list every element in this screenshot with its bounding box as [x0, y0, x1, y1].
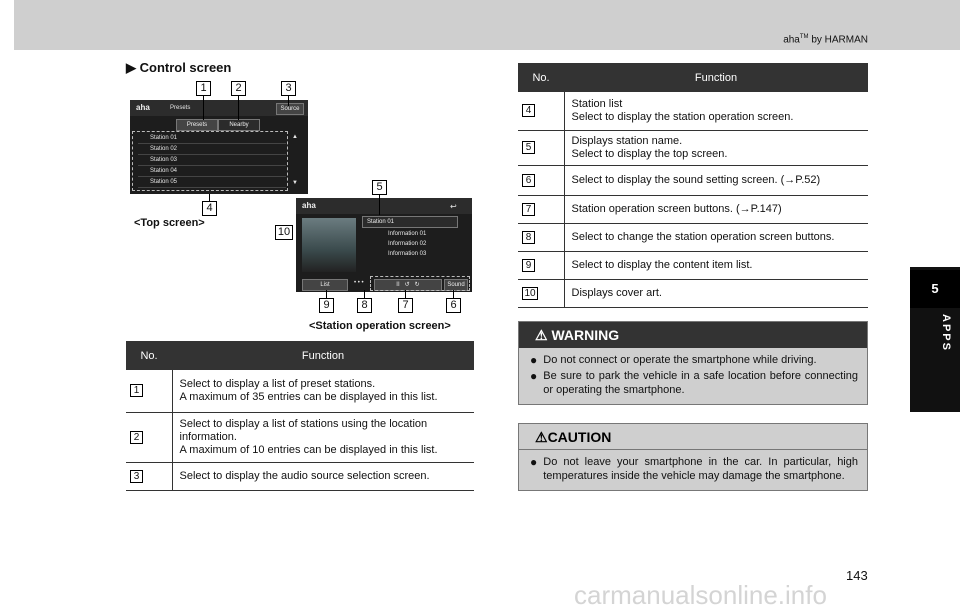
row-number: 10 — [522, 287, 538, 300]
leader-line — [453, 290, 454, 298]
row-text: Select to display the audio source selection screen. — [179, 469, 430, 482]
aha-logo: aha — [302, 201, 316, 210]
caution-icon: ⚠ — [535, 429, 548, 445]
table-row — [518, 251, 868, 279]
info-line: Information 01 — [388, 231, 427, 237]
row-text: Station operation screen buttons. (→P.147) — [571, 202, 782, 215]
callout-5: 5 — [372, 180, 387, 195]
leader-line — [405, 290, 406, 298]
table-row — [518, 130, 868, 165]
table-row — [518, 279, 868, 307]
operation-buttons: II ↺ ↻ — [374, 279, 442, 291]
warning-item: ● Be sure to park the vehicle in a safe location before connecting or operating the smartphone. — [530, 369, 858, 396]
station-row: Station 05 — [138, 177, 286, 188]
table-row — [518, 223, 868, 251]
table-row — [126, 412, 474, 462]
station-list-highlight — [132, 131, 288, 191]
table-header — [518, 63, 868, 92]
station-row: Station 01 — [138, 133, 286, 144]
warning-icon: ⚠ — [535, 327, 548, 343]
warning-item: ● Do not connect or operate the smartphone while driving. — [530, 353, 817, 367]
row-text: Displays station name. — [571, 134, 683, 147]
scroll-up-icon: ▲ — [292, 134, 298, 140]
col-no: No. — [126, 341, 172, 370]
station-row: Station 02 — [138, 144, 286, 155]
chapter-label: APPS — [940, 314, 952, 352]
callout-3: 3 — [281, 81, 296, 96]
row-text: A maximum of 10 entries can be displayed in this list. — [179, 443, 438, 456]
aha-logo: aha — [136, 103, 150, 112]
cover-art — [302, 218, 356, 272]
callout-8: 8 — [357, 298, 372, 313]
leader-line — [209, 194, 210, 201]
row-text: Select to display the top screen. — [571, 147, 728, 160]
station-screen-bar — [296, 198, 472, 214]
presets-tab: Presets — [176, 119, 218, 131]
row-number: 3 — [130, 470, 143, 483]
callout-1: 1 — [196, 81, 211, 96]
row-number: 7 — [522, 203, 535, 216]
info-line: Information 02 — [388, 241, 427, 247]
leader-line — [379, 195, 380, 215]
top-screen-image — [130, 100, 308, 194]
bullet-icon: ● — [530, 353, 538, 367]
function-table-right — [518, 63, 868, 308]
table-header — [126, 341, 474, 370]
leader-line — [203, 96, 204, 120]
station-screen-image — [296, 198, 472, 292]
bullet-icon: ● — [530, 369, 538, 383]
nearby-tab: Nearby — [218, 119, 260, 131]
table-row — [518, 165, 868, 195]
callout-6: 6 — [446, 298, 461, 313]
row-text: Select to display the station operation screen. — [571, 110, 794, 123]
col-no: No. — [518, 63, 564, 92]
list-button: List — [302, 279, 348, 291]
caution-title: CAUTION — [547, 429, 612, 445]
row-text: Select to display a list of stations using the location — [179, 417, 428, 430]
leader-line — [238, 96, 239, 120]
row-text: Select to display a list of preset stations. — [179, 377, 376, 390]
row-number: 4 — [522, 104, 535, 117]
col-function: Function — [172, 341, 474, 370]
warning-title: WARNING — [551, 327, 620, 343]
row-number: 1 — [130, 384, 143, 397]
top-screen-caption: <Top screen> — [134, 217, 205, 229]
caution-header — [519, 424, 867, 450]
leader-line — [364, 290, 365, 298]
warning-box — [518, 321, 868, 405]
scroll-down-icon: ▼ — [292, 180, 298, 186]
table-row — [518, 92, 868, 130]
row-number: 6 — [522, 174, 535, 187]
table-row — [126, 370, 474, 412]
callout-10: 10 — [275, 225, 293, 240]
source-button: Source — [276, 103, 304, 115]
row-text: Station list — [571, 97, 623, 110]
section-title: ▶ Control screen — [126, 60, 232, 75]
callout-2: 2 — [231, 81, 246, 96]
row-text: Select to display the sound setting screen. (→P.52) — [571, 173, 821, 186]
warning-header — [519, 322, 867, 348]
page-number: 143 — [846, 568, 868, 583]
station-row: Station 04 — [138, 166, 286, 177]
back-icon: ↩ — [450, 202, 457, 211]
function-table-left — [126, 341, 474, 491]
station-name-field: Station 01 — [362, 216, 458, 228]
row-text: Displays cover art. — [571, 286, 662, 299]
bullet-icon: ● — [530, 455, 538, 469]
callout-4: 4 — [202, 201, 217, 216]
buttons-highlight — [370, 276, 470, 291]
row-text: information. — [179, 430, 237, 443]
row-text: Select to display the content item list. — [571, 258, 753, 271]
callout-9: 9 — [319, 298, 334, 313]
sound-button: Sound — [444, 279, 468, 291]
station-row: Station 03 — [138, 155, 286, 166]
row-number: 9 — [522, 259, 535, 272]
caution-item: ● Do not leave your smartphone in the car. In particular, high temperatures inside the vehicle may damage the smartphone. — [530, 455, 858, 482]
row-number: 2 — [130, 431, 143, 444]
more-icon: • • • — [354, 280, 364, 286]
watermark: carmanualsonline.info — [574, 580, 827, 610]
leader-line — [326, 290, 327, 298]
row-number: 5 — [522, 141, 535, 154]
leader-line — [288, 96, 289, 106]
col-function: Function — [564, 63, 868, 92]
table-row — [518, 195, 868, 223]
caution-box — [518, 423, 868, 491]
row-text: A maximum of 35 entries can be displayed in this list. — [179, 390, 438, 403]
brand-label: aha™ by HARMAN — [783, 34, 868, 46]
presets-header: Presets — [170, 105, 191, 111]
row-number: 8 — [522, 231, 535, 244]
station-screen-caption: <Station operation screen> — [309, 320, 451, 332]
callout-7: 7 — [398, 298, 413, 313]
chapter-number: 5 — [910, 270, 960, 308]
info-line: Information 03 — [388, 251, 427, 257]
row-text: Select to change the station operation screen buttons. — [571, 230, 835, 243]
table-row — [126, 462, 474, 490]
